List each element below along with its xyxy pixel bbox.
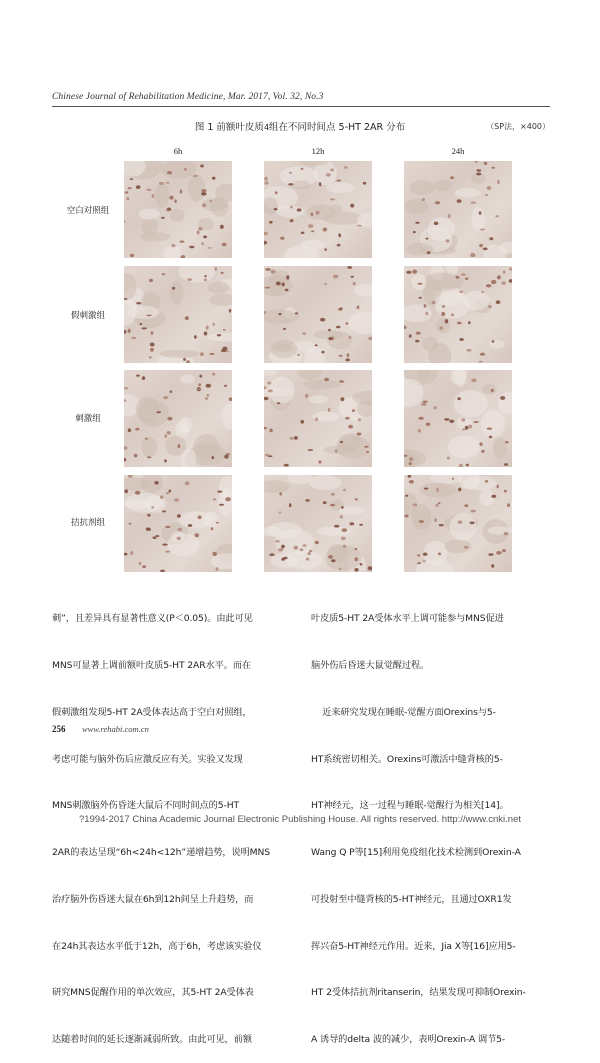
figure-note: （SP法，×400） xyxy=(486,122,550,131)
text-line: 治疗脑外伤昏迷大鼠在6h到12h间呈上升趋势，而 xyxy=(52,893,254,905)
column-label-24h: 24h xyxy=(451,146,465,156)
column-label-6h: 6h xyxy=(173,146,183,156)
row-label-stimulation: 刺激组 xyxy=(75,414,101,424)
text-line: 假刺激组发现5-HT 2A受体表达高于空白对照组， xyxy=(52,706,252,718)
micrograph-panel xyxy=(404,475,512,572)
micrograph-panel xyxy=(264,370,372,467)
text-line: 考虑可能与脑外伤后应激反应有关。实验又发现 xyxy=(52,753,243,765)
figure-title-tail: 组在不同时间点 5-HT 2AR 分布 xyxy=(269,122,406,133)
text-line: 可投射至中缝背核的5-HT神经元，且通过OXR1发 xyxy=(311,893,512,905)
text-line: 脑外伤后昏迷大鼠觉醒过程。 xyxy=(311,659,430,671)
row-label-sham: 假刺激组 xyxy=(70,311,105,321)
micrograph-panel xyxy=(404,370,512,467)
micrograph-panel xyxy=(124,266,232,363)
micrograph-panel xyxy=(264,161,372,258)
text-line: 近来研究发现在睡眠-觉醒方面Orexins与5- xyxy=(311,706,496,718)
text-line: 2AR的表达呈现“6h<24h<12h”递增趋势，说明MNS xyxy=(52,847,271,859)
micrograph-panel xyxy=(404,161,512,258)
micrograph-panel xyxy=(404,266,512,363)
text-line: A 诱导的delta 波的减少，表明Orexin-A 调节5- xyxy=(311,1034,506,1046)
text-line: HT神经元，这一过程与睡眠-觉醒行为相关[14]。 xyxy=(311,800,509,812)
micrograph-panel xyxy=(124,475,232,572)
text-line: 刺”，且差异具有显著性意义(P＜0.05)。由此可见 xyxy=(52,613,253,625)
journal-header: Chinese Journal of Rehabilitation Medicine, Mar. 2017, Vol. 32, No.3 xyxy=(52,92,324,102)
text-line: HT系统密切相关。Orexins可激活中缝背核的5- xyxy=(311,753,503,765)
column-label-12h: 12h xyxy=(311,146,325,156)
micrograph-panel xyxy=(264,266,372,363)
text-line: 挥兴奋5-HT神经元作用。近来，Jia X等[16]应用5- xyxy=(311,940,516,952)
text-line: 在24h其表达水平低于12h，高于6h，考虑该实验仪 xyxy=(52,940,262,952)
text-line: 叶皮质5-HT 2A受体水平上调可能参与MNS促进 xyxy=(311,613,504,625)
figure-title: 图 1 前额叶皮质 xyxy=(194,122,264,133)
text-line: HT 2受体拮抗剂ritanserin，结果发现可抑制Orexin- xyxy=(311,987,526,999)
micrograph-panel xyxy=(264,475,372,572)
micrograph-panel xyxy=(124,370,232,467)
footer-copyright: ?1994-2017 China Academic Journal Electronic Publishing House. All rights reserved. http://www.cnki.net xyxy=(79,814,521,825)
text-line: Wang Q P等[15]利用免疫组化技术检测到Orexin-A xyxy=(311,847,521,859)
site-url: www.rehabi.com.cn xyxy=(82,724,149,734)
text-line: MNS可显著上调前额叶皮质5-HT 2AR水平。而在 xyxy=(52,659,251,671)
header-rule xyxy=(52,106,550,107)
micrograph-panel xyxy=(124,161,232,258)
figure-title-sub: 4 xyxy=(263,123,270,132)
page-number: 256 xyxy=(52,724,66,734)
text-line: 研究MNS促醒作用的单次效应，其5-HT 2A受体表 xyxy=(52,987,254,999)
text-line: MNS刺激脑外伤昏迷大鼠后不同时间点的5-HT xyxy=(52,800,240,812)
row-label-blank-control: 空白对照组 xyxy=(66,206,110,216)
row-label-antagonist: 拮抗剂组 xyxy=(70,518,105,528)
text-line: 达随着时间的延长逐渐减弱所致。由此可见，前额 xyxy=(52,1034,252,1046)
